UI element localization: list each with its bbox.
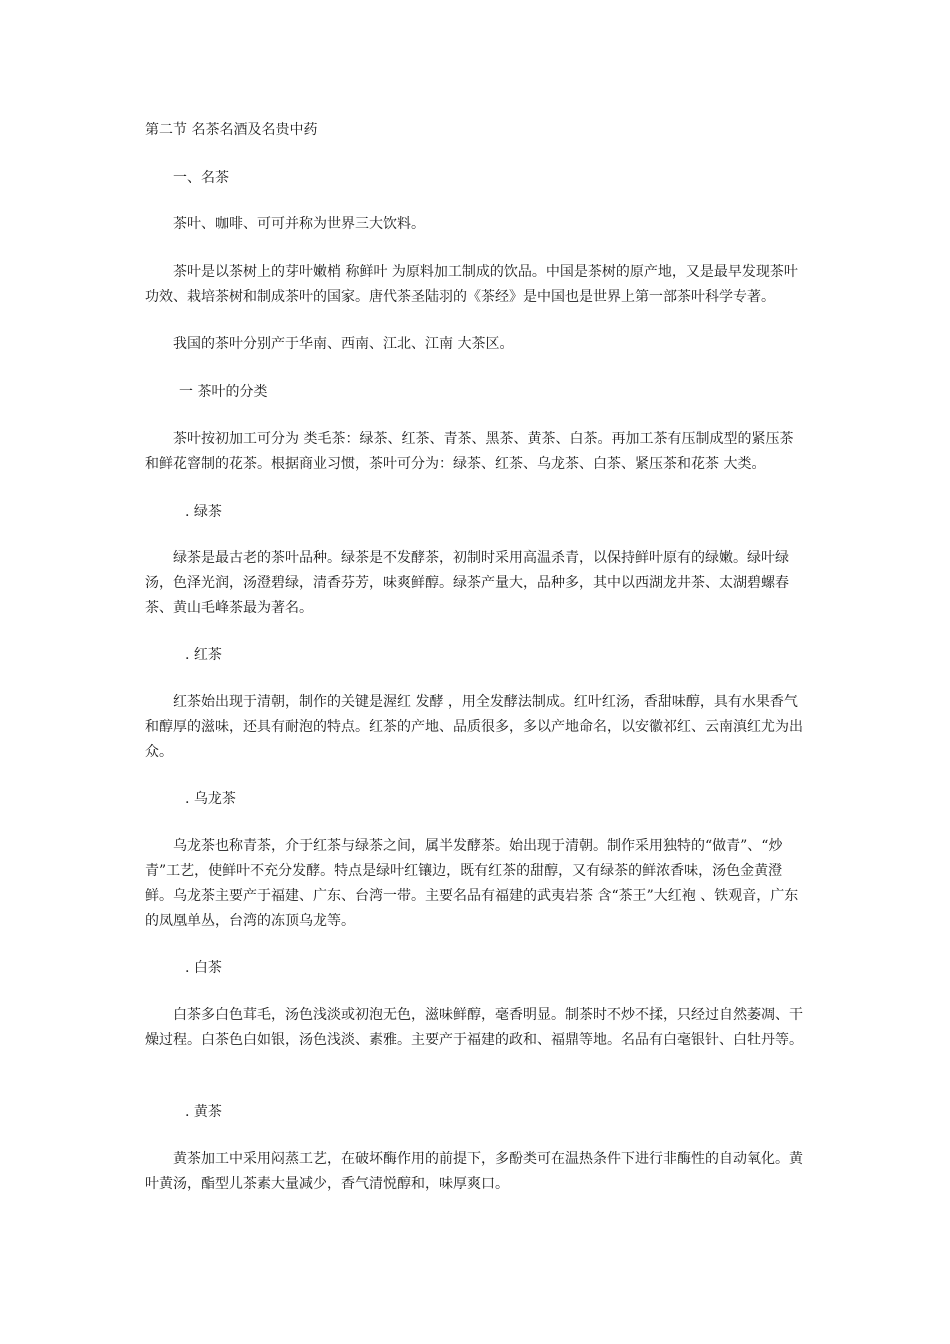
paragraph-tea-origin: 茶叶是以茶树上的芽叶嫩梢 称鲜叶 为原料加工制成的饮品。中国是茶树的原产地，又是最早发现茶叶功效、栽培茶树和制成茶叶的国家。唐代茶圣陆羽的《茶经》是中国也是世界上第一部茶叶科学专著。 <box>145 264 798 305</box>
oolong-tea-paragraph: 乌龙茶也称青茶，介于红茶与绿茶之间，属半发酵茶。始出现于清朝。制作采用独特的“做青”、“炒青”工艺，使鲜叶不充分发酵。特点是绿叶红镶边，既有红茶的甜醇，又有绿茶的鲜浓香味，汤色金黄澄鲜。乌龙茶主要产于福建、广东、台湾一带。主要名品有福建的武夷岩茶 含“茶王”大红袍 、铁观音，广东的凤凰单丛，台湾的冻顶乌龙等。 <box>145 838 799 929</box>
paragraph-tea-classification: 茶叶按初加工可分为 类毛茶：绿茶、红茶、青茶、黑茶、黄茶、白茶。再加工茶有压制成型的紧压茶和鲜花窨制的花茶。根据商业习惯，茶叶可分为：绿茶、红茶、乌龙茶、白茶、紧压茶和花茶 大类。 <box>145 431 794 472</box>
paragraph-tea-regions: 我国的茶叶分别产于华南、西南、江北、江南 大茶区。 <box>173 336 514 352</box>
paragraph-three-beverages: 茶叶、咖啡、可可并称为世界三大饮料。 <box>173 216 425 232</box>
green-tea-paragraph: 绿茶是最古老的茶叶品种。绿茶是不发酵茶，初制时采用高温杀青，以保持鲜叶原有的绿嫩。绿叶绿汤，色泽光润，汤澄碧绿，清香芬芳，味爽鲜醇。绿茶产量大，品种多，其中以西湖龙井茶、太湖碧螺春茶、黄山毛峰茶最为著名。 <box>145 550 789 616</box>
section-title: 第二节 名茶名酒及名贵中药 <box>145 122 318 138</box>
black-tea-heading: . 红茶 <box>185 647 222 663</box>
black-tea-paragraph: 红茶始出现于清朝，制作的关键是渥红 发酵 ，用全发酵法制成。红叶红汤，香甜味醇，具有水果香气和醇厚的滋味，还具有耐泡的特点。红茶的产地、品质很多，多以产地命名，以安徽祁红、云南滇红尤为出众。 <box>145 694 803 760</box>
heading-famous-tea: 一、名茶 <box>173 170 229 186</box>
white-tea-paragraph: 白茶多白色茸毛，汤色浅淡或初泡无色，滋味鲜醇，毫香明显。制茶时不炒不揉，只经过自然萎凋、干燥过程。白茶色白如银，汤色浅淡、素雅。主要产于福建的政和、福鼎等地。名品有白毫银针、白牡丹等。 <box>145 1007 803 1048</box>
white-tea-heading: . 白茶 <box>185 960 222 976</box>
yellow-tea-heading: . 黄茶 <box>185 1104 222 1120</box>
green-tea-heading: . 绿茶 <box>185 504 222 520</box>
subheading-tea-classification: 一 茶叶的分类 <box>179 384 268 400</box>
yellow-tea-paragraph: 黄茶加工中采用闷蒸工艺，在破坏酶作用的前提下，多酚类可在温热条件下进行非酶性的自动氧化。黄叶黄汤，酯型儿茶素大量减少，香气清悦醇和，味厚爽口。 <box>145 1151 803 1192</box>
oolong-tea-heading: . 乌龙茶 <box>185 791 236 807</box>
